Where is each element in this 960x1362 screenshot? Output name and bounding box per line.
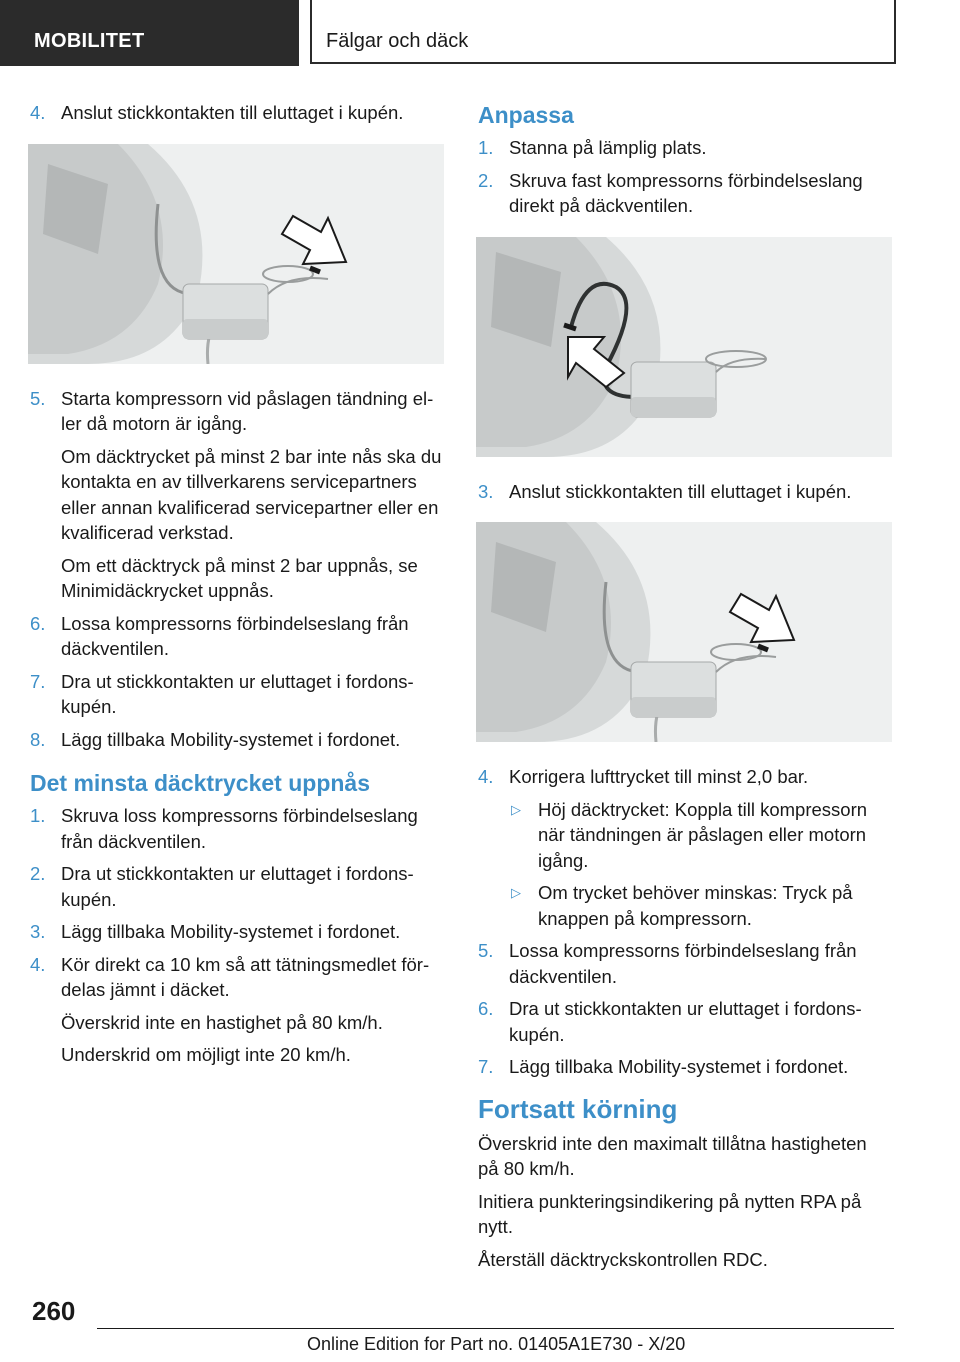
- figure-hose-valve: [476, 237, 892, 457]
- step-text: Lägg tillbaka Mobility-systemet i fordonet.: [61, 728, 401, 750]
- adjust-step-7: [478, 1054, 892, 1080]
- min-step-3: [30, 919, 446, 945]
- header-section-title: MOBILITET: [0, 0, 299, 66]
- step-4: [30, 100, 446, 126]
- page-header: [0, 0, 960, 66]
- page-number: 260: [32, 1296, 76, 1326]
- step-8: [30, 727, 446, 753]
- step-5-note-1: Om däcktrycket på minst 2 bar inte nås ska du kontakta en av tillverkarens servicepartners eller annan kvalificerad servicepartner eller en kvalificerad verkstad.: [61, 445, 442, 543]
- edition-text: Online Edition for Part no. 01405A1E730 - X/20: [307, 1334, 686, 1354]
- adjust-step-1: [478, 135, 892, 161]
- step-number: 3.: [478, 480, 494, 502]
- step-text: Lägg tillbaka Mobility-systemet i fordonet.: [61, 921, 401, 942]
- left-column: [30, 100, 446, 1075]
- step-number: 5.: [30, 387, 46, 409]
- continue-paragraph-1: Överskrid inte den maximalt tillåtna hastigheten på 80 km/h.: [478, 1132, 867, 1179]
- step-number: 1.: [30, 805, 46, 826]
- step-number: 4.: [30, 102, 46, 123]
- adjust-step-6: [478, 996, 892, 1047]
- adjust-step-3: [478, 479, 892, 505]
- adjust-step-4-bullet-2: [478, 880, 892, 931]
- figure-compressor-plug: [28, 144, 444, 364]
- step-number: 2.: [30, 863, 46, 884]
- step-text: Kör direkt ca 10 km så att tätningsmedlet fördelas jämnt i däcket.: [61, 953, 430, 1000]
- step-text: Lossa kompressorns förbindelseslang från däckventilen.: [61, 612, 409, 659]
- adjust-step-4-bullet-1: [478, 797, 892, 874]
- step-text: Skruva loss kompressorns förbindelseslang från däckventilen.: [61, 805, 418, 852]
- section-heading-continue-driving: Fortsatt körning: [478, 1093, 678, 1124]
- step-number: 7.: [478, 1056, 494, 1077]
- hose-valve-illustration: [476, 237, 892, 457]
- right-column: [478, 100, 892, 1279]
- page-footer: [0, 1290, 960, 1362]
- triangle-bullet-icon: ▷: [511, 885, 521, 900]
- step-text: Starta kompressorn vid påslagen tändning eller då motorn är igång.: [61, 387, 434, 434]
- step-number: 5.: [478, 940, 494, 961]
- triangle-bullet-icon: ▷: [511, 801, 521, 817]
- step-number: 6.: [30, 612, 46, 634]
- step-number: 3.: [30, 921, 46, 942]
- adjust-step-4: [478, 764, 892, 790]
- section-heading-adjust: Anpassa: [478, 102, 574, 128]
- figure-compressor-plug-2: [476, 522, 892, 742]
- step-text: Anslut stickkontakten till eluttaget i kupén.: [509, 480, 852, 502]
- step-number: 4.: [478, 766, 494, 787]
- step-number: 8.: [30, 728, 46, 750]
- compressor-plug-illustration: [28, 144, 444, 364]
- step-text: Dra ut stickkontakten ur eluttaget i fordonskupén.: [61, 863, 414, 910]
- step-7: [30, 669, 446, 720]
- step-5-note-2: Om ett däcktryck på minst 2 bar uppnås, se Minimidäckrycket uppnås.: [61, 554, 418, 601]
- step-number: 1.: [478, 137, 494, 158]
- continue-paragraph-3: Återställ däcktryckskontrollen RDC.: [478, 1248, 768, 1270]
- step-6: [30, 611, 446, 662]
- step-number: 6.: [478, 998, 494, 1019]
- step-number: 2.: [478, 169, 494, 191]
- footer-divider: [97, 1328, 894, 1329]
- min-step-4: [30, 952, 446, 1003]
- step-number: 7.: [30, 670, 46, 692]
- step-text: Skruva fast kompressorns förbindelseslang direkt på däckventilen.: [509, 169, 863, 216]
- adjust-step-2: [478, 168, 892, 219]
- min-step-1: [30, 803, 446, 854]
- step-text: Korrigera lufttrycket till minst 2,0 bar.: [509, 766, 809, 787]
- step-5: [30, 386, 446, 437]
- compressor-plug-illustration-2: [476, 522, 892, 742]
- section-heading-minimum-pressure: Det minsta däcktrycket uppnås: [30, 770, 371, 796]
- step-text: Lägg tillbaka Mobility-systemet i fordonet.: [509, 1056, 849, 1077]
- continue-paragraph-2: Initiera punkteringsindikering på nytten RPA på nytt.: [478, 1190, 862, 1237]
- min-step-4-note-1: Överskrid inte en hastighet på 80 km/h.: [61, 1011, 383, 1033]
- step-text: Dra ut stickkontakten ur eluttaget i fordonskupén.: [509, 998, 862, 1045]
- bullet-text: Om trycket behöver minskas: Tryck på knappen på kompressorn.: [538, 882, 853, 929]
- min-step-2: [30, 861, 446, 912]
- step-text: Lossa kompressorns förbindelseslang från däckventilen.: [509, 940, 857, 987]
- bullet-text: Höj däcktrycket: Koppla till kompressorn när tändningen är påslagen eller motorn igång.: [538, 798, 868, 871]
- step-number: 4.: [30, 953, 46, 975]
- step-text: Stanna på lämplig plats.: [509, 137, 707, 158]
- step-text: Anslut stickkontakten till eluttaget i kupén.: [61, 102, 404, 123]
- header-chapter-title: Fälgar och däck: [310, 0, 896, 64]
- min-step-4-note-2: Underskrid om möjligt inte 20 km/h.: [61, 1044, 351, 1065]
- adjust-step-5: [478, 938, 892, 989]
- step-text: Dra ut stickkontakten ur eluttaget i fordonskupén.: [61, 670, 414, 717]
